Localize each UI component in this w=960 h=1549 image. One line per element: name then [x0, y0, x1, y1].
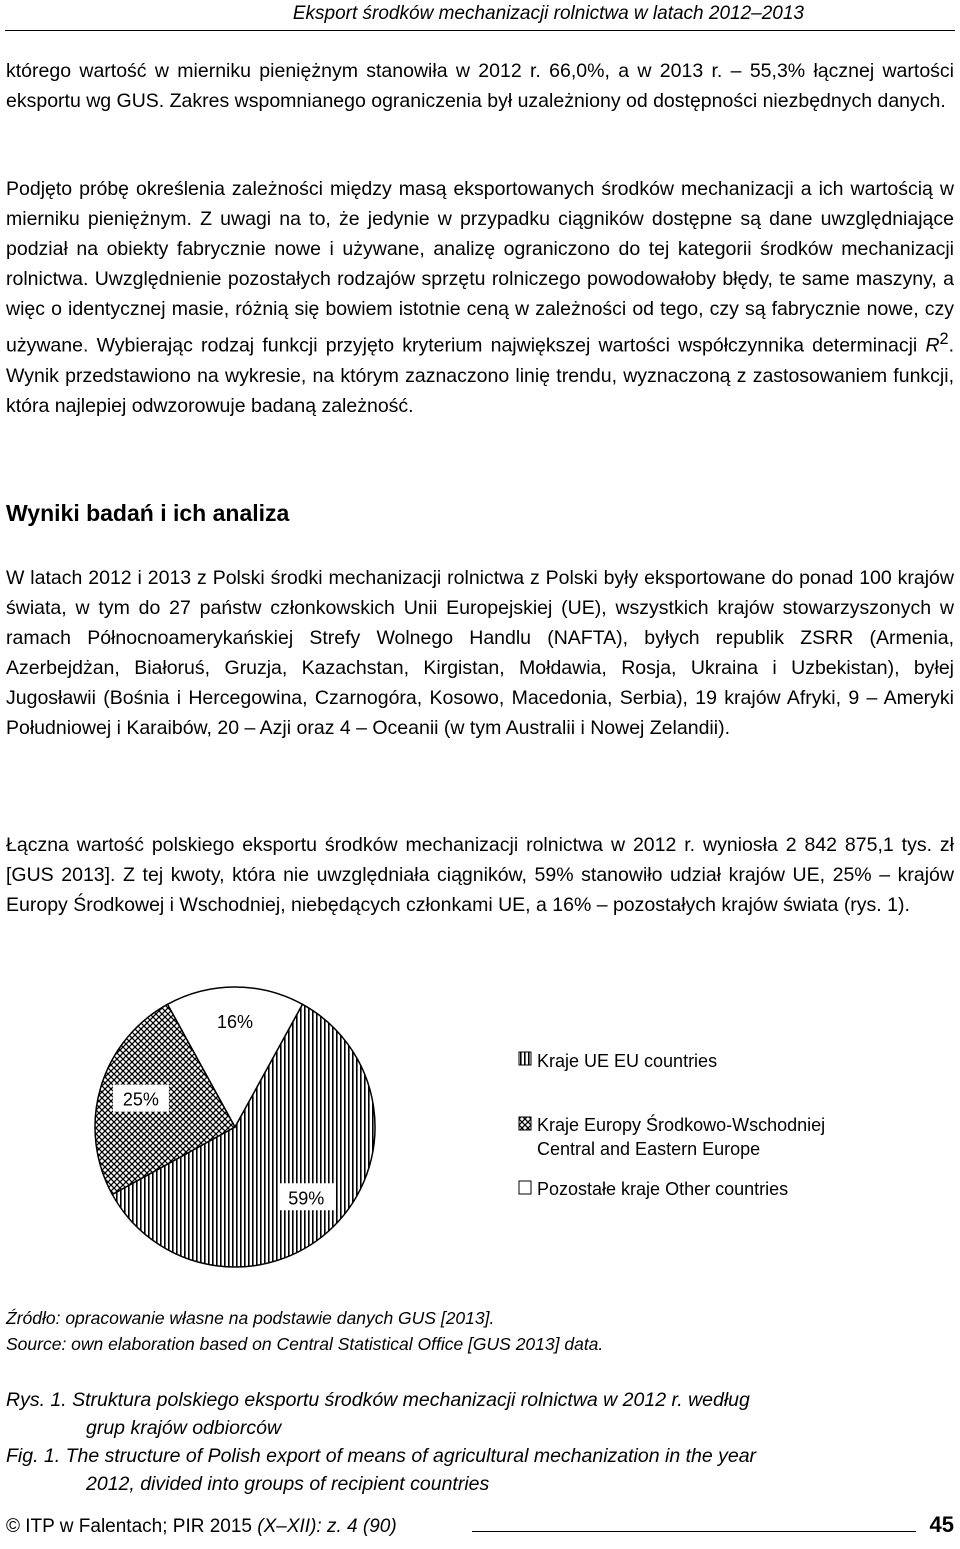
legend-label-eu: Kraje UE EU countries: [537, 1051, 718, 1071]
legend: [519, 1051, 825, 1199]
footer-issue: (X–XII): z. 4 (90): [257, 1516, 397, 1537]
caption-en-line-2: 2012, divided into groups of recipient countries: [86, 1473, 490, 1495]
legend-swatch-eu: [519, 1052, 531, 1065]
r-symbol: R: [925, 334, 940, 357]
caption-pl-line-2: grup krajów odbiorców: [86, 1417, 282, 1439]
legend-label-other: Pozostałe kraje Other countries: [537, 1179, 789, 1199]
paragraph-1: którego wartość w mierniku pieniężnym stanowiła w 2012 r. 66,0%, a w 2013 r. – 55,3% łącznej wartości eksportu wg GUS. Zakres wspomnianego ograniczenia był uzależniony od dostępności niezbędnych danych.: [6, 60, 954, 112]
pie-chart: [0, 960, 960, 1290]
legend-label-cee-pl: Kraje Europy Środkowo-Wschodniej: [537, 1115, 826, 1135]
legend-label-cee-en: Central and Eastern Europe: [537, 1139, 761, 1159]
figure-caption-polish: [6, 1386, 954, 1442]
running-header: Eksport środków mechanizacji rolnictwa w latach 2012–2013: [292, 3, 804, 24]
header-divider: [5, 30, 955, 31]
paragraph-2: [6, 174, 954, 421]
figure-caption-english: [6, 1442, 954, 1498]
legend-swatch-cee: [519, 1117, 531, 1130]
source-english: Source: own elaboration based on Central Statistical Office [GUS 2013] data.: [6, 1334, 604, 1354]
footer-divider: [472, 1531, 916, 1532]
paragraph-4: Łączna wartość polskiego eksportu środków mechanizacji rolnictwa w 2012 r. wyniosła 2 842 875,1 tys. zł [GUS 2013]. Z tej kwoty, która nie uwzględniała ciągników, 59% stanowiło udział krajów UE, 25% – krajów Europy Środkowej i Wschodniej, niebędących członkami UE, a 16% – pozostałych krajów świata (rys. 1).: [6, 834, 954, 916]
pie-label-cee: 25%: [122, 1089, 159, 1110]
page-number: 45: [929, 1512, 954, 1537]
paragraph-2-part-a: Podjęto próbę określenia zależności między masą eksportowanych środków mechanizacji a ich wartością w mierniku pieniężnym. Z uwagi na to, że jedynie w przypadku ciągników dostępne są dane uwzględniające podział na obiekty fabrycznie nowe i używane, analizę ograniczono do tej kategorii środków mechanizacji rolnictwa. Uwzględnienie pozostałych rodzajów sprzętu rolniczego powodowałoby błędy, te same maszyny, a więc o identycznej masie, różnią się bowiem istotnie ceną w zależności od tego, czy są fabrycznie nowe, czy używane. Wybierając rodzaj funkcji przyjęto kryterium największej wartości współczynnika determinacji: [6, 178, 954, 357]
source-polish: Źródło: opracowanie własne na podstawie danych GUS [2013].: [6, 1308, 495, 1328]
r-superscript: 2: [939, 330, 949, 348]
legend-swatch-other: [519, 1181, 531, 1194]
paragraph-3: W latach 2012 i 2013 z Polski środki mechanizacji rolnictwa z Polski były eksportowane do ponad 100 krajów świata, w tym do 27 państw członkowskich Unii Europejskiej (UE), wszystkich krajów stowarzyszonych w ramach Północnoamerykańskiej Strefy Wolnego Handlu (NAFTA), byłych republik ZSRR (Armenia, Azerbejdżan, Białoruś, Gruzja, Kazachstan, Kirgistan, Mołdawia, Rosja, Ukraina i Uzbekistan), byłej Jugosławii (Bośnia i Hercegowina, Czarnogóra, Kosowo, Macedonia, Serbia), 19 krajów Afryki, 9 – Ameryki Południowej i Karaibów, 20 – Azji oraz 4 – Oceanii (w tym Australii i Nowej Zelandii).: [6, 567, 954, 739]
footer-citation: [6, 1516, 397, 1538]
pie-label-eu: 59%: [288, 1188, 325, 1209]
caption-pl-line-1: Rys. 1. Struktura polskiego eksportu środków mechanizacji rolnictwa w 2012 r. według: [6, 1389, 750, 1411]
paragraph-2-part-b: . Wynik przedstawiono na wykresie, na którym zaznaczono linię trendu, wyznaczoną z zastosowaniem funkcji, która najlepiej odwzorowuje badaną zależność.: [6, 334, 954, 417]
pie-label-other: 16%: [216, 1012, 254, 1032]
section-heading: Wyniki badań i ich analiza: [6, 500, 290, 526]
footer-publisher: © ITP w Falentach; PIR 2015: [6, 1516, 258, 1537]
caption-en-line-1: Fig. 1. The structure of Polish export of means of agricultural mechanization in the year: [6, 1445, 757, 1467]
